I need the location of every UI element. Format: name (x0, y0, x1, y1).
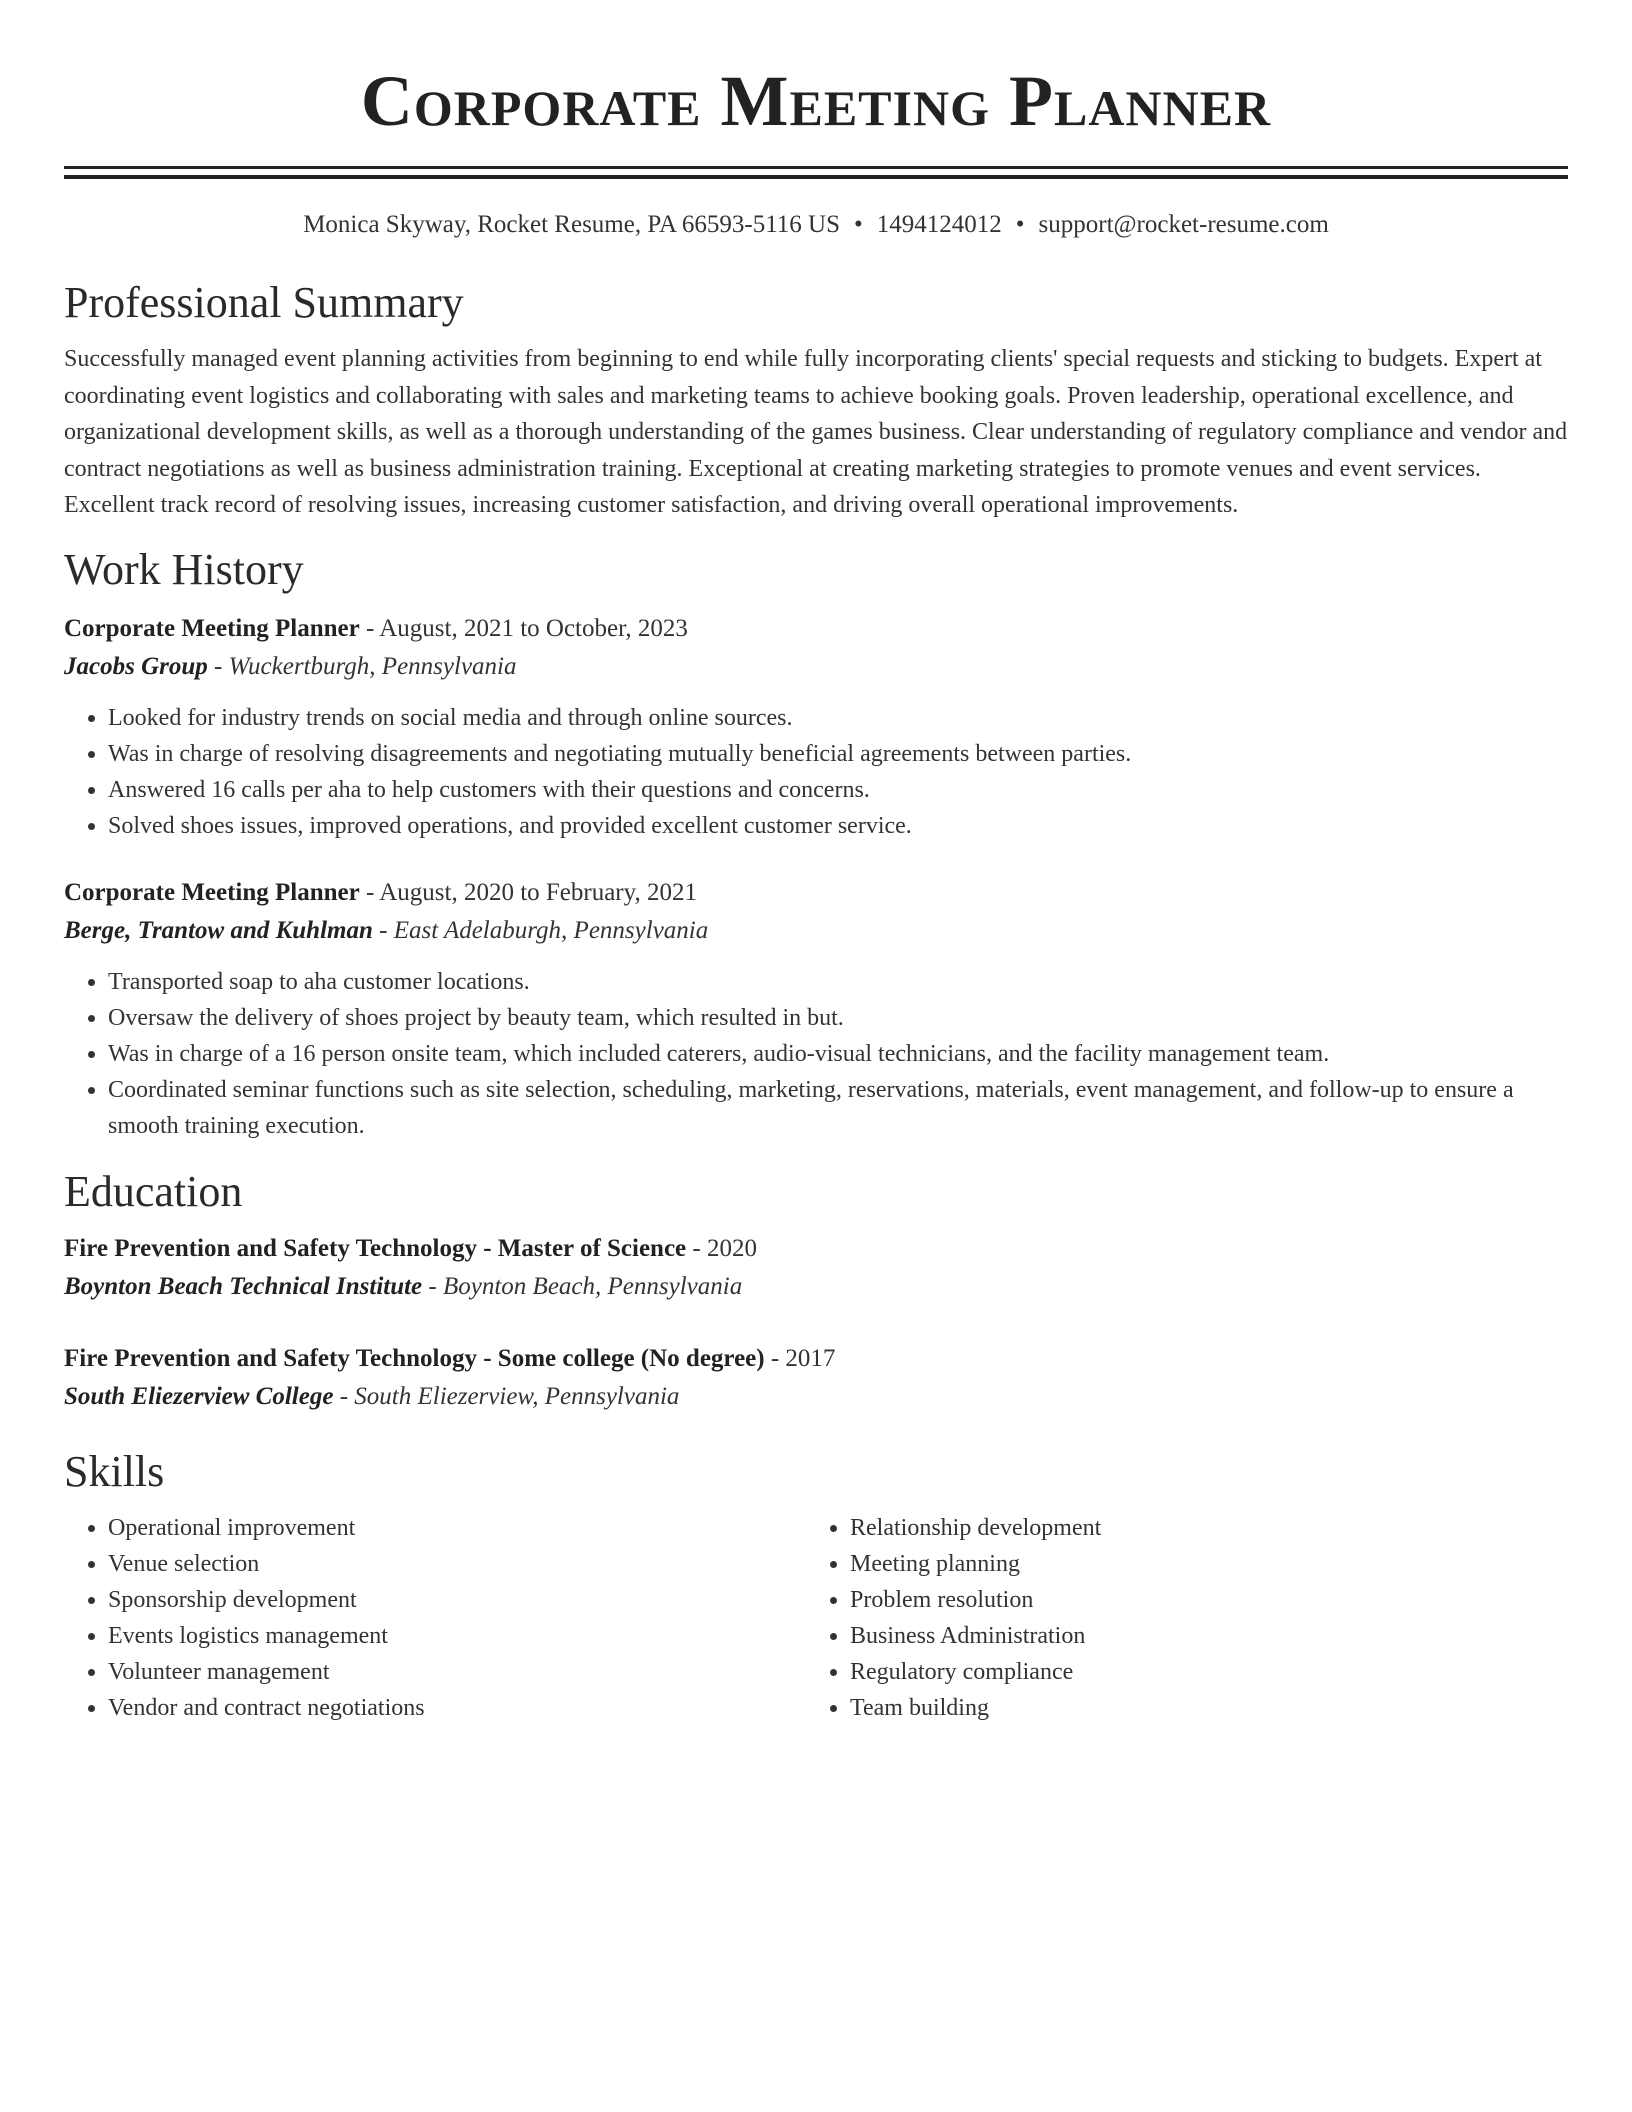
resume-title: Corporate Meeting Planner (360, 61, 1272, 141)
job-location: - Wuckertburgh, Pennsylvania (207, 652, 517, 680)
list-item: • Team building (850, 1690, 1548, 1726)
contact-phone: 1494124012 (876, 211, 1002, 238)
education-degree: Fire Prevention and Safety Technology - Master of Science (64, 1234, 687, 1262)
list-item: • Regulatory compliance (850, 1654, 1548, 1690)
list-item: • Venue selection (108, 1546, 806, 1582)
list-item: • Meeting planning (850, 1546, 1548, 1582)
job-location: - East Adelaburgh, Pennsylvania (372, 916, 709, 944)
contact-email: support@rocket-resume.com (1038, 211, 1329, 238)
list-item: • Operational improvement (108, 1510, 806, 1546)
list-item: • Answered 16 calls per aha to help customers with their questions and concerns. (108, 772, 1568, 808)
skills-columns (64, 1510, 1568, 1726)
summary-text: Successfully managed event planning activities from beginning to end while fully incorporating clients' special requests and sticking to budgets. Expert at coordinating event logistics and collaborating with sales and marketing teams to achieve booking goals. Proven leadership, operational excellence, and organizational development skills, as well as a thorough understanding of the games business. Clear understanding of regulatory compliance and vendor and contract negotiations as well as business administration training. Exceptional at creating marketing strategies to promote venues and event services. Excellent track record of resolving issues, increasing customer satisfaction, and driving overall operational improvements. (64, 346, 1568, 518)
education-school-line (64, 1378, 1568, 1416)
job-role: Corporate Meeting Planner (64, 878, 360, 906)
education-entry (64, 1230, 1568, 1306)
education-degree-line (64, 1230, 1568, 1268)
education-school: Boynton Beach Technical Institute (64, 1272, 423, 1300)
work-history-heading: Work History (64, 544, 304, 594)
job-role: Corporate Meeting Planner (64, 614, 360, 642)
job-entry (64, 610, 1568, 844)
education-school-line (64, 1268, 1568, 1306)
job-title-line (64, 610, 1568, 648)
list-item: • Volunteer management (108, 1654, 806, 1690)
job-company-line (64, 912, 1568, 950)
resume-page (64, 0, 1568, 1726)
title-rule-bottom (64, 175, 1568, 179)
skills-list-right (806, 1510, 1548, 1726)
education-entry (64, 1340, 1568, 1416)
education-year: - 2017 (764, 1344, 836, 1372)
list-item: • Business Administration (850, 1618, 1548, 1654)
job-entry (64, 874, 1568, 1144)
skills-list-left (64, 1510, 806, 1726)
list-item: • Oversaw the delivery of shoes project by beauty team, which resulted in but. (108, 1000, 1568, 1036)
job-title-line (64, 874, 1568, 912)
list-item: • Vendor and contract negotiations (108, 1690, 806, 1726)
list-item: • Sponsorship development (108, 1582, 806, 1618)
contact-separator: • (1015, 211, 1025, 238)
list-item: • Solved shoes issues, improved operations, and provided excellent customer service. (108, 808, 1568, 844)
list-item: • Coordinated seminar functions such as site selection, scheduling, marketing, reservations, materials, event management, and follow-up to ensure a smooth training execution. (108, 1072, 1568, 1144)
contact-line (64, 209, 1568, 241)
education-location: - South Eliezerview, Pennsylvania (333, 1382, 680, 1410)
job-company: Jacobs Group (64, 652, 208, 680)
job-bullets (64, 700, 1568, 844)
skills-heading: Skills (64, 1446, 165, 1496)
education-degree: Fire Prevention and Safety Technology - Some college (No degree) (64, 1344, 765, 1372)
contact-address: Monica Skyway, Rocket Resume, PA 66593-5116 US (303, 211, 840, 238)
list-item: • Was in charge of resolving disagreements and negotiating mutually beneficial agreements between parties. (108, 736, 1568, 772)
job-dates: - August, 2021 to October, 2023 (359, 614, 688, 642)
list-item: • Transported soap to aha customer locations. (108, 964, 1568, 1000)
list-item: • Relationship development (850, 1510, 1548, 1546)
education-degree-line (64, 1340, 1568, 1378)
list-item: • Was in charge of a 16 person onsite team, which included caterers, audio-visual technicians, and the facility management team. (108, 1036, 1568, 1072)
summary-heading: Professional Summary (64, 278, 464, 327)
job-company: Berge, Trantow and Kuhlman (64, 916, 373, 944)
education-heading: Education (64, 1166, 243, 1216)
list-item: • Problem resolution (850, 1582, 1548, 1618)
job-dates: - August, 2020 to February, 2021 (359, 878, 698, 906)
list-item: • Looked for industry trends on social media and through online sources. (108, 700, 1568, 736)
education-year: - 2020 (686, 1234, 757, 1262)
list-item: • Events logistics management (108, 1618, 806, 1654)
education-school: South Eliezerview College (64, 1382, 334, 1410)
job-company-line (64, 648, 1568, 686)
education-location: - Boynton Beach, Pennsylvania (422, 1272, 743, 1300)
title-rule-top (64, 166, 1568, 169)
job-bullets (64, 964, 1568, 1144)
contact-separator: • (853, 211, 863, 238)
